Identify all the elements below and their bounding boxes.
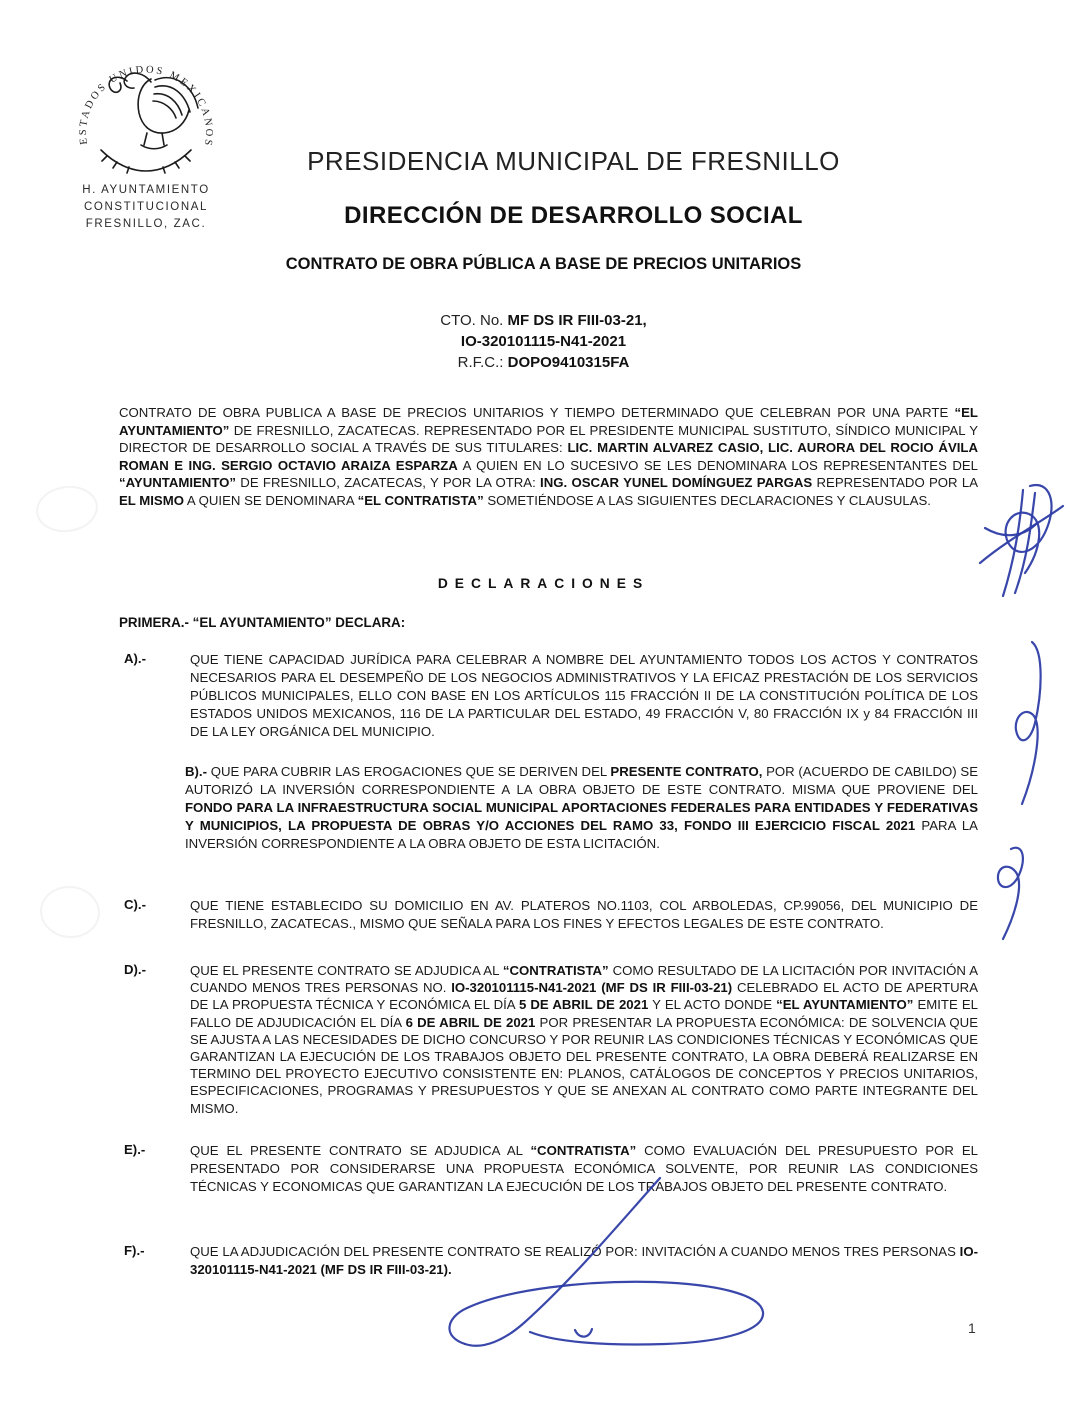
clause-a (124, 651, 978, 741)
clause-a-label: A).- (124, 651, 146, 666)
rfc-line (0, 352, 1087, 373)
primera-heading: PRIMERA.- “EL AYUNTAMIENTO” DECLARA: (119, 615, 406, 630)
faint-stamp-mark (37, 883, 102, 941)
clause-d-label: D).- (124, 962, 146, 977)
seal-arc-text: ESTADOS UNIDOS MEXICANOS (77, 64, 215, 149)
signature-right-bottom (983, 843, 1035, 945)
cto-label: CTO. No. (440, 312, 508, 329)
clause-d-body: QUE EL PRESENTE CONTRATO SE ADJUDICA AL “CONTRATISTA” COMO RESULTADO DE LA LICITACIÓN POR INVITACIÓN A CUANDO MENOS TRES PERSONAS NO. IO-320101115-N41-2021 (MF DS IR FIII-03-21) CELEBRADO EL ACTO DE APERTURA DE LA PROPUESTA TÉCNICA Y ECONÓMICA EL DÍA 5 DE ABRIL DE 2021 Y EL ACTO DONDE “EL AYUNTAMIENTO” EMITE EL FALLO DE ADJUDICACIÓN EL DÍA 6 DE ABRIL DE 2021 POR PRESENTAR LA PROPUESTA ECONÓMICA: DE SOLVENCIA QUE SE AJUSTA A LAS NECESIDADES DE DICHO CONCURSO Y POR REUNIR LAS CONDICIONES TÉCNICAS Y ECONÓMICAS QUE GARANTIZAN LA EJECUCIÓN DE LOS TRABAJOS OBJETO DEL PRESENTE CONTRATO, LA OBRA DEBERÁ REALIZARSE EN TERMINO DEL PROYECTO EJECUTIVO CONSISTENTE EN: PLANOS, CATÁLOGOS DE CONCEPTOS Y PRECIOS UNITARIOS, ESPECIFICACIONES, PROGRAMAS Y PRESUPUESTOS Y QUE SE ANEXAN AL CONTRATO COMO PARTE INTEGRANTE DEL MISMO. (190, 963, 978, 1116)
rfc-value: DOPO9410315FA (507, 354, 630, 371)
clause-f-label: F).- (124, 1243, 145, 1258)
signature-right-top (975, 478, 1067, 620)
page-title: PRESIDENCIA MUNICIPAL DE FRESNILLO (307, 146, 840, 176)
signature-right-middle (1002, 638, 1054, 810)
clause-a-body: QUE TIENE CAPACIDAD JURÍDICA PARA CELEBRAR A NOMBRE DEL AYUNTAMIENTO TODOS LOS ACTOS Y CONTRATOS NECESARIOS PARA EL DESEMPEÑO DE LOS NEGOCIOS ADMINISTRATIVOS Y LA EFICAZ PRESTACIÓN DE LOS SERVICIOS PÚBLICOS MUNICIPALES, ELLO CON BASE EN LOS ARTÍCULOS 115 FRACCIÓN II DE LA CONSTITUCIÓN POLÍTICA DE LOS ESTADOS UNIDOS MEXICANOS, 116 DE LA PARTICULAR DEL ESTADO, 49 FRACCIÓN V, 80 FRACCIÓN IX y 84 FRACCIÓN III DE LA LEY ORGÁNICA DEL MUNICIPIO. (190, 652, 978, 739)
department-subtitle: DIRECCIÓN DE DESARROLLO SOCIAL (344, 202, 803, 229)
clause-c (124, 897, 978, 933)
clause-e-body: QUE EL PRESENTE CONTRATO SE ADJUDICA AL “CONTRATISTA” COMO EVALUACIÓN DEL PRESUPUESTO POR EL PRESENTADO POR CONSIDERARSE UNA PROPUESTA ECONÓMICA SOLVENTE, POR REUNIR LAS CONDICIONES TÉCNICAS Y ECONOMICAS QUE GARANTIZAN LA EJECUCIÓN DE LOS TRABAJOS OBJETO DEL PRESENTE CONTRATO. (190, 1143, 978, 1194)
io-number: IO-320101115-N41-2021 (460, 333, 627, 350)
org-line-2: CONSTITUCIONAL (84, 201, 208, 213)
clause-d (124, 962, 978, 1117)
faint-stamp-mark (33, 482, 101, 536)
intro-paragraph: CONTRATO DE OBRA PUBLICA A BASE DE PRECIOS UNITARIOS Y TIEMPO DETERMINADO QUE CELEBRAN POR UNA PARTE “EL AYUNTAMIENTO” DE FRESNILLO, ZACATECAS. REPRESENTADO POR EL PRESIDENTE MUNICIPAL SUSTITUTO, SÍNDICO MUNICIPAL Y DIRECTOR DE DESARROLLO SOCIAL A TRAVÉS DE SUS TITULARES: LIC. MARTIN ALVAREZ CASIO, LIC. AURORA DEL ROCIO ÁVILA ROMAN E ING. SERGIO OCTAVIO ARAIZA ESPARZA A QUIEN EN LO SUCESIVO SE LES DENOMINARA LOS REPRESENTANTES DEL “AYUNTAMIENTO” DE FRESNILLO, ZACATECAS, Y POR LA OTRA: ING. OSCAR YUNEL DOMÍNGUEZ PARGAS REPRESENTADO POR LA EL MISMO A QUIEN SE DENOMINARA “EL CONTRATISTA” SOMETIÉNDOSE A LAS SIGUIENTES DECLARACIONES Y CLAUSULAS. (119, 405, 978, 508)
rfc-label: R.F.C.: (457, 354, 508, 371)
clause-e (124, 1142, 978, 1196)
contract-numbers-block (0, 310, 1087, 373)
clause-e-label: E).- (124, 1142, 146, 1157)
contract-type-heading: CONTRATO DE OBRA PÚBLICA A BASE DE PRECIOS UNITARIOS (285, 255, 802, 273)
clause-f (124, 1243, 978, 1279)
cto-number: MF DS IR FIII-03-21, (507, 312, 647, 329)
org-line-3: FRESNILLO, ZAC. (85, 218, 207, 230)
contract-number-line (0, 310, 1087, 331)
page-number: 1 (968, 1320, 976, 1336)
declaraciones-title: DECLARACIONES (437, 576, 650, 591)
org-line-1: H. AYUNTAMIENTO (82, 184, 210, 196)
clause-c-body: QUE TIENE ESTABLECIDO SU DOMICILIO EN AV. PLATEROS NO.1103, COL ARBOLEDAS, CP.99056, DEL MUNICIPIO DE FRESNILLO, ZACATECAS., MISMO QUE SEÑALA PARA LOS FINES Y EFECTOS LEGALES DE ESTE CONTRATO. (190, 898, 978, 931)
clause-c-label: C).- (124, 897, 146, 912)
clause-b-body: B).- QUE PARA CUBRIR LAS EROGACIONES QUE SE DERIVEN DEL PRESENTE CONTRATO, POR (ACUERDO DE CABILDO) SE AUTORIZÓ LA INVERSIÓN CORRESPONDIENTE A LA OBRA OBJETO DE ESTE CONTRATO. MISMA QUE PROVIENE DEL FONDO PARA LA INFRAESTRUCTURA SOCIAL MUNICIPAL APORTACIONES FEDERALES PARA ENTIDADES Y FEDERATIVAS Y MUNICIPIOS, LA PROPUESTA DE OBRAS Y/O ACCIONES DEL RAMO 33, FONDO III EJERCICIO FISCAL 2021 PARA LA INVERSIÓN CORRESPONDIENTE A LA OBRA OBJETO DE ESTA LICITACIÓN. (185, 764, 978, 851)
clause-f-body: QUE LA ADJUDICACIÓN DEL PRESENTE CONTRATO SE REALIZÓ POR: INVITACIÓN A CUANDO MENOS TRES PERSONAS IO-320101115-N41-2021 (MF DS IR FIII-03-21). (190, 1244, 978, 1277)
clause-b (185, 763, 978, 853)
